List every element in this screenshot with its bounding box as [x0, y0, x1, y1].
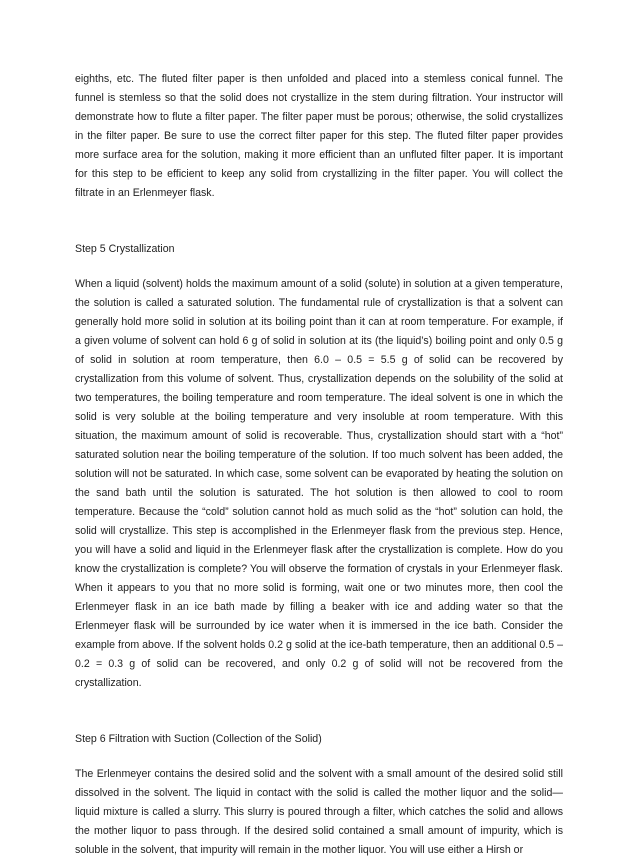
- step6-paragraph: The Erlenmeyer contains the desired solid and the solvent with a small amount of the desired solid still dissolved in the solvent. The liquid in contact with the solid is called the mother liquor and the solid—liquid mixture is called a slurry. This slurry is poured through a filter, which catches the solid and allows the mother liquor to pass through. If the desired solid contained a small amount of impurity, which is soluble in the solvent, that impurity will remain in the mother liquor. You will use either a Hirsh or: [75, 768, 563, 856]
- step5-paragraph: When a liquid (solvent) holds the maximum amount of a solid (solute) in solution at a given temperature, the solution is called a saturated solution. The fundamental rule of crystallization is that a solvent can generally hold more solid in solution at its boiling point than it can at room temperature. For example, if a given volume of solvent can hold 6 g of solid in solution at its (the liquid’s) boiling point and only 0.5 g of solid in solution at room temperature, then 6.0 – 0.5 = 5.5 g of solid can be recovered by crystallization from this volume of solvent. Thus, crystallization depends on the solubility of the solid at two temperatures, the boiling temperature and room temperature. The ideal solvent is one in which the solid is very soluble at the boiling temperature and very insoluble at room temperature. With this situation, the maximum amount of solid is recoverable. Thus, crystallization should start with a “hot” saturated solution near the boiling temperature of the solution. If too much solvent has been added, the solution will not be saturated. In which case, some solvent can be evaporated by heating the solution on the sand bath until the solution is saturated. The hot solution is then allowed to cool to room temperature. Because the “cold” solution cannot hold as much solid as the “hot” solution can hold, the solid will crystallize. This step is accomplished in the Erlenmeyer flask from the previous step. Hence, you will have a solid and liquid in the Erlenmeyer flask after the crystallization is complete. How do you know the crystallization is complete? You will observe the formation of crystals in your Erlenmeyer flask. When it appears to you that no more solid is forming, wait one or two minutes more, then cool the Erlenmeyer flask in an ice bath made by filling a beaker with ice and adding water so that the Erlenmeyer flask will be surrounded by ice water when it is immersed in the ice bath. Consider the example from above. If the solvent holds 0.2 g solid at the ice-bath temperature, then an additional 0.5 – 0.2 = 0.3 g of solid can be recovered, and only 0.2 g of solid will not be recovered from the crystallization.: [75, 278, 563, 689]
- spacer: [75, 259, 563, 275]
- step6-heading: Step 6 Filtration with Suction (Collection of the Solid): [75, 733, 322, 745]
- document-page: [75, 70, 563, 860]
- step5-heading: Step 5 Crystallization: [75, 243, 175, 255]
- spacer: [75, 203, 563, 240]
- intro-paragraph: eighths, etc. The fluted filter paper is then unfolded and placed into a stemless conical funnel. The funnel is stemless so that the solid does not crystallize in the stem during filtration. Your instructor will demonstrate how to flute a filter paper. The filter paper must be porous; otherwise, the solid crystallizes in the filter paper. Be sure to use the correct filter paper for this step. The fluted filter paper provides more surface area for the solution, making it more efficient than an unfluted filter paper. It is important for this step to be efficient to keep any solid from crystallizing in the filter paper. You will collect the filtrate in an Erlenmeyer flask.: [75, 73, 563, 199]
- spacer: [75, 693, 563, 730]
- spacer: [75, 749, 563, 765]
